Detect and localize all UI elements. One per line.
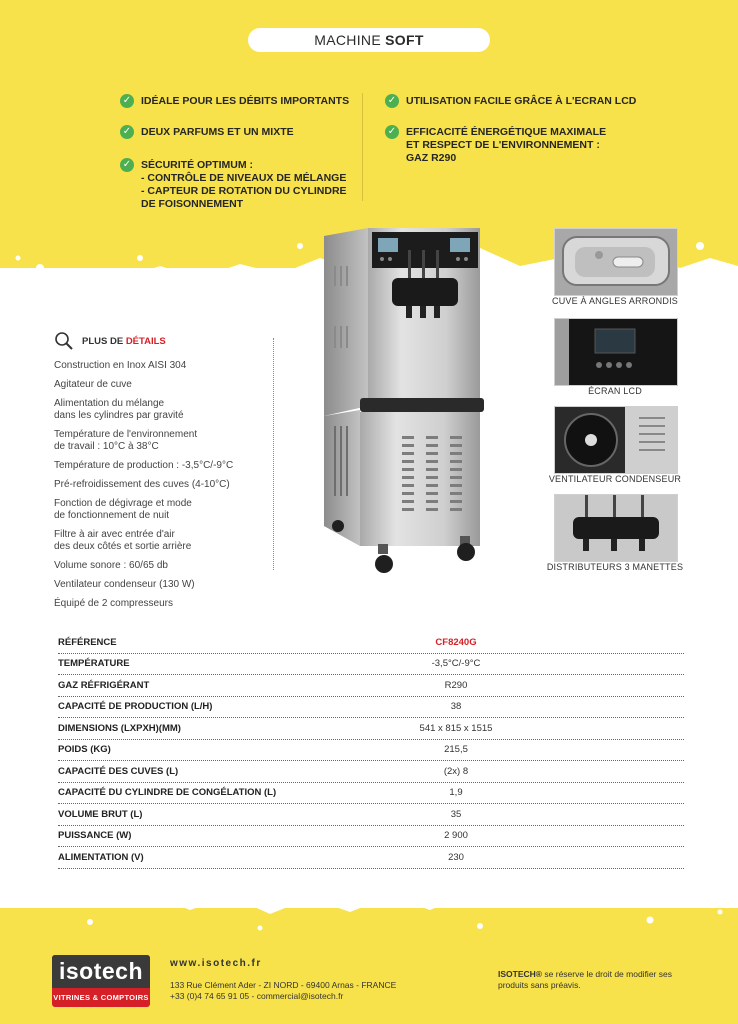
details-item: Filtre à air avec entrée d'air des deux côtés et sortie arrière [54, 529, 192, 552]
spec-label: ALIMENTATION (V) [58, 851, 144, 863]
details-item: Volume sonore : 60/65 db [54, 560, 168, 571]
feature-text: IDÉALE POUR LES DÉBITS IMPORTANTS [141, 95, 350, 107]
details-title-prefix: PLUS DE [82, 335, 126, 347]
table-row [58, 783, 684, 805]
table-row [58, 826, 684, 848]
title-prefix: MACHINE [314, 32, 386, 48]
details-list [54, 360, 264, 617]
disclaimer-brand: ISOTECH® [498, 969, 543, 979]
spec-label: VOLUME BRUT (L) [58, 808, 143, 820]
disclaimer [498, 969, 698, 991]
logo-tagline: VITRINES & COMPTOIRS [53, 993, 149, 1002]
spec-value: (2x) 8 [443, 765, 469, 777]
logo-wordmark: isotech [52, 955, 150, 988]
spec-value: 35 [450, 808, 462, 820]
spec-value: 2 900 [444, 830, 468, 842]
feature-divider [362, 93, 363, 201]
feature-text: SÉCURITÉ OPTIMUM : - CONTRÔLE DE NIVEAUX DE MÉLANGE - CAPTEUR DE ROTATION DU CYLINDRE DE FOISONNEMENT [141, 159, 347, 210]
check-icon: ✓ [120, 125, 134, 139]
tank-photo [554, 228, 678, 296]
details-item: Fonction de dégivrage et mode de fonctionnement de nuit [54, 498, 192, 521]
details-item: Agitateur de cuve [54, 379, 132, 390]
spec-label: CAPACITÉ DU CYLINDRE DE CONGÉLATION (L) [58, 787, 277, 799]
feature-item [120, 159, 347, 211]
details-title [82, 336, 166, 347]
table-row [58, 740, 684, 762]
disclaimer-text: se réserve le droit de modifier ses produits sans préavis. [498, 969, 672, 990]
title-bold: SOFT [385, 32, 424, 48]
feature-item [385, 126, 606, 165]
lcd-photo [554, 318, 678, 386]
details-header [54, 331, 166, 351]
details-item: Température de production : -3,5°C/-9°C [54, 460, 234, 471]
spec-value: 38 [450, 701, 462, 713]
feature-item [385, 95, 636, 108]
soft-serve-machine-image [318, 226, 486, 576]
details-item: Température de l'environnement de travail : 10°C à 38°C [54, 429, 198, 452]
table-row [58, 718, 684, 740]
thumbnail-caption: DISTRIBUTEURS 3 MANETTES [546, 562, 684, 572]
spec-label: GAZ RÉFRIGÉRANT [58, 679, 150, 691]
thumbnail-caption: VENTILATEUR CONDENSEUR [548, 474, 682, 484]
isotech-logo[interactable] [52, 955, 150, 1007]
table-row [58, 697, 684, 719]
details-item: Pré-refroidissement des cuves (4-10°C) [54, 479, 230, 490]
thumbnail-caption: CUVE À ANGLES ARRONDIS [552, 296, 678, 306]
details-item: Ventilateur condenseur (130 W) [54, 579, 195, 590]
paint-splash-bottom [0, 860, 738, 940]
website-link[interactable]: www.isotech.fr [170, 958, 262, 969]
spec-label: DIMENSIONS (LXPXH)(MM) [58, 722, 181, 734]
table-row [58, 847, 684, 869]
check-icon: ✓ [120, 94, 134, 108]
details-item: Alimentation du mélange dans les cylindres par gravité [54, 398, 184, 421]
feature-text: EFFICACITÉ ÉNERGÉTIQUE MAXIMALE ET RESPECT DE L'ENVIRONNEMENT : GAZ R290 [406, 126, 607, 164]
table-row [58, 632, 684, 654]
details-title-highlight: DÉTAILS [125, 335, 166, 347]
spec-value: 230 [448, 851, 464, 863]
feature-text: DEUX PARFUMS ET UN MIXTE [141, 126, 294, 138]
spec-table [58, 632, 684, 869]
thumbnail-caption: ÉCRAN LCD [588, 386, 642, 396]
spec-label: CAPACITÉ DES CUVES (L) [58, 765, 179, 777]
details-item: Équipé de 2 compresseurs [54, 598, 173, 609]
details-item: Construction en Inox AISI 304 [54, 360, 187, 371]
table-row [58, 804, 684, 826]
spec-label: TEMPÉRATURE [58, 658, 130, 670]
feature-item [120, 95, 349, 108]
spec-label: RÉFÉRENCE [58, 636, 117, 648]
check-icon: ✓ [385, 125, 399, 139]
spec-value: 215,5 [444, 744, 468, 756]
page-title [248, 28, 490, 52]
table-row [58, 761, 684, 783]
spec-value: 1,9 [449, 787, 463, 799]
details-divider [273, 338, 274, 570]
spec-value: 541 x 815 x 1515 [419, 722, 493, 734]
company-address: 133 Rue Clément Ader - ZI NORD - 69400 Arnas - FRANCE +33 (0)4 74 65 91 05 - commercial@isotech.fr [170, 980, 397, 1001]
spec-value: -3,5°C/-9°C [431, 658, 481, 670]
feature-text: UTILISATION FACILE GRÂCE À L'ECRAN LCD [406, 95, 637, 107]
spec-label: CAPACITÉ DE PRODUCTION (L/H) [58, 701, 213, 713]
magnifier-icon [54, 331, 74, 351]
fan-photo [554, 406, 678, 474]
check-icon: ✓ [120, 158, 134, 172]
dispenser-photo [554, 494, 678, 562]
table-row [58, 654, 684, 676]
spec-label: POIDS (KG) [58, 744, 111, 756]
spec-label: PUISSANCE (W) [58, 830, 132, 842]
feature-item [120, 126, 294, 139]
table-row [58, 675, 684, 697]
check-icon: ✓ [385, 94, 399, 108]
spec-value: CF8240G [435, 636, 477, 648]
spec-value: R290 [444, 679, 468, 691]
